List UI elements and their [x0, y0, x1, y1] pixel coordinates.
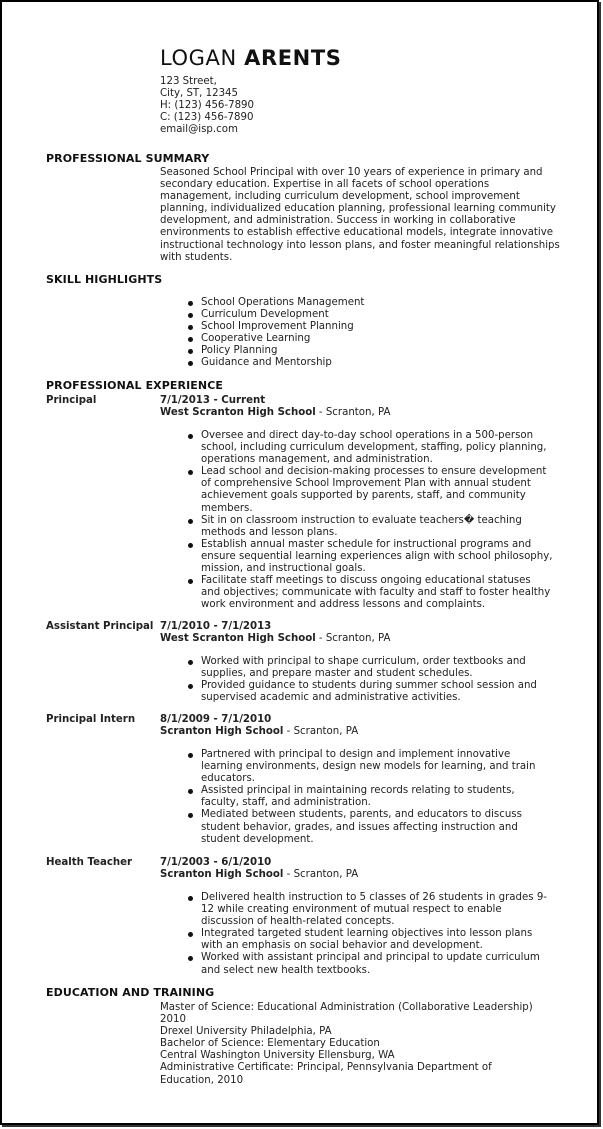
home-phone: H: (123) 456-7890	[160, 100, 255, 112]
certificate-line: Education, 2010	[160, 1074, 244, 1086]
candidate-name	[160, 46, 342, 70]
degree-line: Master of Science: Educational Administration (Collaborative Leadership)	[160, 1002, 533, 1013]
education-heading: EDUCATION AND TRAINING	[46, 986, 215, 999]
employer: Scranton High School	[160, 726, 284, 737]
job-bullet: Oversee and direct day-to-day school operations in a 500-person school, including curriculum development, staffing, policy planning, operations management, and administration.	[187, 430, 553, 466]
summary-text: Seasoned School Principal with over 10 years of experience in primary and secondary education. Expertise in all facets of school operations management, including curriculum development, school improvement planning, individualized education planning, professional learning community development, and administration. Success in working in collaborative environments to establish effective educational models, integrate innovative instructional technology into lesson plans, and foster meaningful relationships with students.	[160, 167, 560, 263]
job-bullet: Lead school and decision-making processes to ensure development of comprehensive School Improvement Plan with annual student achievement goals supported by parents, staff, and community members.	[187, 466, 553, 514]
skill-item: Policy Planning	[187, 345, 553, 357]
experience-heading: PROFESSIONAL EXPERIENCE	[46, 379, 224, 392]
job-title: Health Teacher	[46, 857, 133, 868]
skill-item: School Operations Management	[187, 297, 553, 309]
skills-list	[187, 297, 553, 370]
last-name: ARENTS	[244, 46, 342, 70]
job-bullet: Facilitate staff meetings to discuss ongoing educational statuses and objectives; communicate with faculty and staff to foster healthy work environment and address lessons and complaints.	[187, 575, 553, 611]
employer: Scranton High School	[160, 869, 284, 880]
education-block	[160, 1002, 570, 1087]
employer: West Scranton High School	[160, 407, 316, 418]
job-title: Assistant Principal	[46, 621, 154, 632]
job-dates: 7/1/2013 - Current	[160, 395, 266, 406]
job-company	[160, 633, 390, 645]
job-location: - Scranton, PA	[315, 633, 391, 644]
job-bullet: Delivered health instruction to 5 classes of 26 students in grades 9-12 while creating environment of mutual respect to enable discussion of health-related concepts.	[187, 892, 553, 928]
skill-item: Cooperative Learning	[187, 333, 553, 345]
job-dates: 7/1/2010 - 7/1/2013	[160, 621, 272, 632]
job-bullet: Sit in on classroom instruction to evaluate teachers� teaching methods and lesson plans.	[187, 515, 553, 539]
job-bullet: Partnered with principal to design and implement innovative learning environments, design new models for learning, and train educators.	[187, 749, 553, 785]
address-line: 123 Street,	[160, 76, 217, 87]
school-line: Central Washington University Ellensburg, WA	[160, 1050, 395, 1062]
cell-phone: C: (123) 456-7890	[160, 112, 254, 124]
job-bullet: Worked with assistant principal and principal to update curriculum and select new health textbooks.	[187, 952, 553, 976]
job-dates: 7/1/2003 - 6/1/2010	[160, 857, 272, 868]
skill-item: School Improvement Planning	[187, 321, 553, 333]
school-line: Drexel University Philadelphia, PA	[160, 1026, 332, 1038]
job-location: - Scranton, PA	[283, 726, 359, 737]
job-bullet: Integrated targeted student learning objectives into lesson plans with an emphasis on social behavior and development.	[187, 928, 553, 952]
summary-heading: PROFESSIONAL SUMMARY	[46, 152, 210, 165]
job-title: Principal	[46, 395, 97, 406]
job-bullets	[187, 430, 553, 611]
job-title: Principal Intern	[46, 714, 136, 725]
skill-item: Curriculum Development	[187, 309, 553, 321]
job-bullet: Provided guidance to students during summer school session and supervised academic and administrative activities.	[187, 680, 553, 704]
job-bullet: Mediated between students, parents, and educators to discuss student behavior, grades, and issues affecting instruction and student development.	[187, 809, 553, 845]
email: email@isp.com	[160, 124, 238, 136]
degree-year: 2010	[160, 1014, 186, 1026]
job-location: - Scranton, PA	[283, 869, 359, 880]
skill-item: Guidance and Mentorship	[187, 357, 553, 369]
certificate-line: Administrative Certificate: Principal, Pennsylvania Department of	[160, 1062, 492, 1074]
job-location: - Scranton, PA	[315, 407, 391, 418]
job-bullet: Assisted principal in maintaining records relating to students, faculty, staff, and administration.	[187, 785, 553, 809]
employer: West Scranton High School	[160, 633, 316, 644]
job-bullet: Worked with principal to shape curriculum, order textbooks and supplies, and prepare master and student schedules.	[187, 656, 553, 680]
job-bullets	[187, 892, 553, 977]
city-line: City, ST, 12345	[160, 88, 239, 100]
job-company	[160, 869, 358, 881]
job-bullet: Establish annual master schedule for instructional programs and ensure sequential learning experiences align with school philosophy, mission, and instructional goals.	[187, 539, 553, 575]
job-bullets	[187, 656, 553, 704]
job-company	[160, 726, 358, 738]
job-dates: 8/1/2009 - 7/1/2010	[160, 714, 272, 725]
first-name: LOGAN	[160, 46, 237, 70]
contact-block	[160, 76, 254, 136]
skills-heading: SKILL HIGHLIGHTS	[46, 273, 163, 286]
job-bullets	[187, 749, 553, 846]
job-company	[160, 407, 390, 419]
degree-line: Bachelor of Science: Elementary Education	[160, 1038, 380, 1050]
